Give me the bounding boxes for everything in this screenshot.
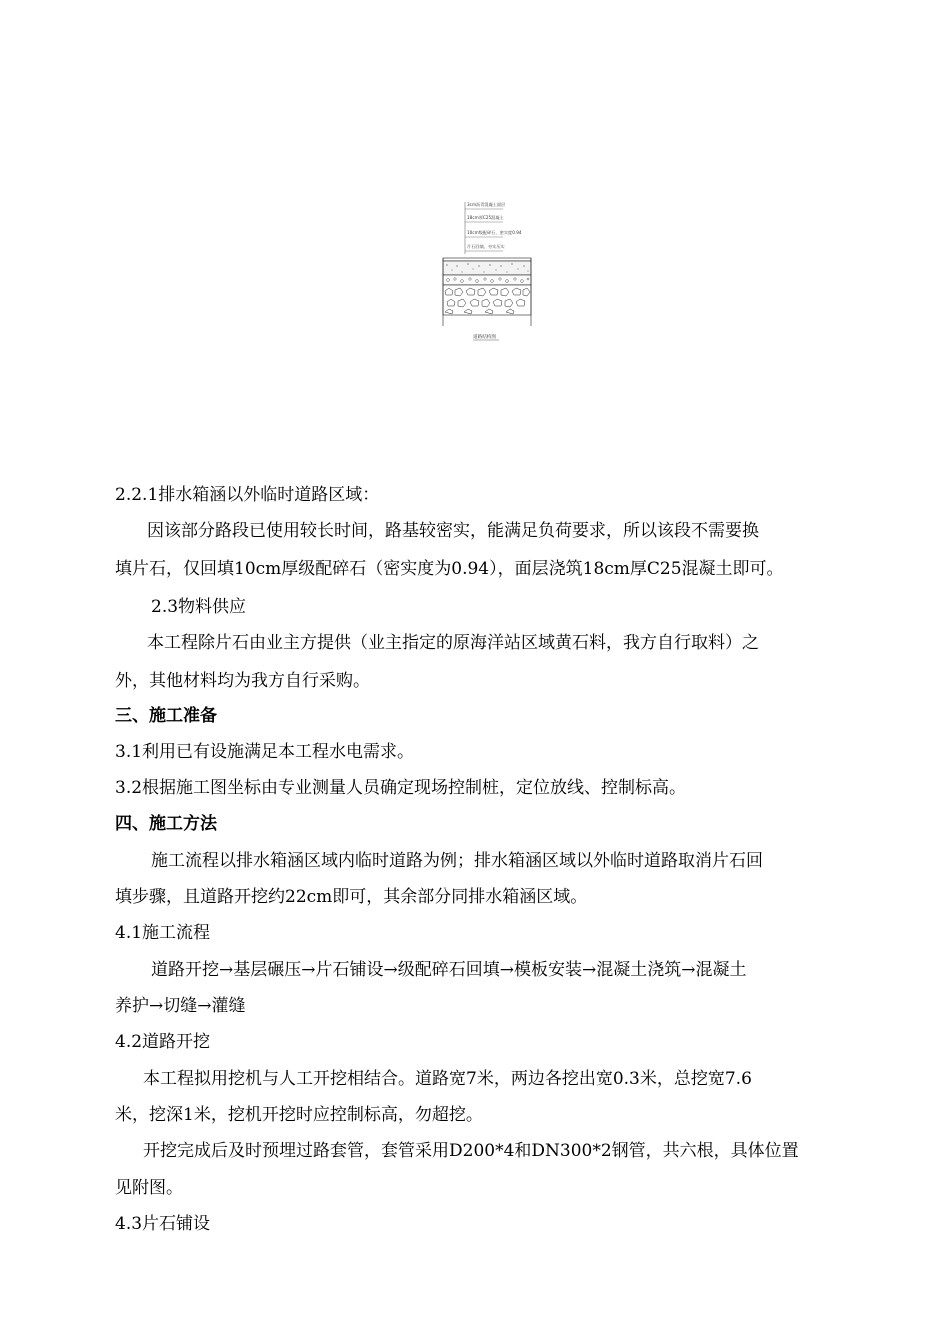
figure-label-1: 3cm沥青混凝土面层	[467, 202, 506, 207]
section-4-2-paragraph-2-line-1: 开挖完成后及时预埋过路套管，套管采用D200*4和DN300*2钢管，共六根，具体位置	[143, 1141, 799, 1161]
heading-4-method: 四、施工方法	[115, 814, 217, 834]
figure-layer-labels	[465, 201, 522, 254]
figure-label-3: 10cm级配碎石、密实度0.94	[467, 230, 522, 235]
section-2-2-1-paragraph-line-2: 填片石，仅回填10cm厚级配碎石（密实度为0.94），面层浇筑18cm厚C25混凝土即可。	[115, 559, 784, 579]
section-2-3-paragraph-line-2: 外，其他材料均为我方自行采购。	[115, 671, 370, 691]
section-4-3-title: 4.3片石铺设	[115, 1214, 211, 1234]
section-4-2-paragraph-2-line-2: 见附图。	[115, 1178, 183, 1198]
figure-label-2: 18cm厚C25混凝土	[467, 215, 504, 220]
section-4-1-flow-line-2: 养护→切缝→灌缝	[115, 996, 246, 1016]
section-2-2-1-title: 2.2.1排水箱涵以外临时道路区域：	[115, 485, 380, 505]
section-4-2-title: 4.2道路开挖	[115, 1032, 211, 1052]
section-4-1-flow-line-1: 道路开挖→基层碾压→片石铺设→级配碎石回填→模板安装→混凝土浇筑→混凝土	[151, 960, 747, 980]
figure-concrete-layer	[443, 261, 531, 275]
figure-caption: 道路结构图	[473, 335, 496, 340]
section-4-1-title: 4.1施工流程	[115, 923, 211, 943]
section-4-2-paragraph-1-line-1: 本工程拟用挖机与人工开挖相结合。道路宽7米，两边各挖出宽0.3米，总挖宽7.6	[143, 1069, 752, 1089]
figure-surface-layer	[443, 258, 531, 261]
section-2-2-1-paragraph-line-1: 因该部分路段已使用较长时间，路基较密实，能满足负荷要求，所以该段不需要换	[147, 521, 759, 541]
figure-gravel-layer	[443, 275, 531, 285]
heading-3-preparation: 三、施工准备	[115, 706, 217, 726]
section-2-3-title: 2.3物料供应	[151, 597, 247, 617]
road-structure-figure	[441, 196, 533, 346]
figure-label-4: 片石回填、夯实压实	[467, 244, 505, 249]
figure-rubble-layer	[443, 285, 531, 315]
section-4-paragraph-line-1: 施工流程以排水箱涵区域内临时道路为例；排水箱涵区域以外临时道路取消片石回	[151, 851, 763, 871]
section-4-paragraph-line-2: 填步骤，且道路开挖约22cm即可，其余部分同排水箱涵区域。	[115, 887, 588, 907]
section-4-2-paragraph-1-line-2: 米，挖深1米，挖机开挖时应控制标高，勿超挖。	[115, 1105, 483, 1125]
section-2-3-paragraph-line-1: 本工程除片石由业主方提供（业主指定的原海洋站区域黄石料，我方自行取料）之	[147, 633, 759, 653]
section-3-2: 3.2根据施工图坐标由专业测量人员确定现场控制桩，定位放线、控制标高。	[115, 778, 687, 798]
section-3-1: 3.1利用已有设施满足本工程水电需求。	[115, 742, 415, 762]
